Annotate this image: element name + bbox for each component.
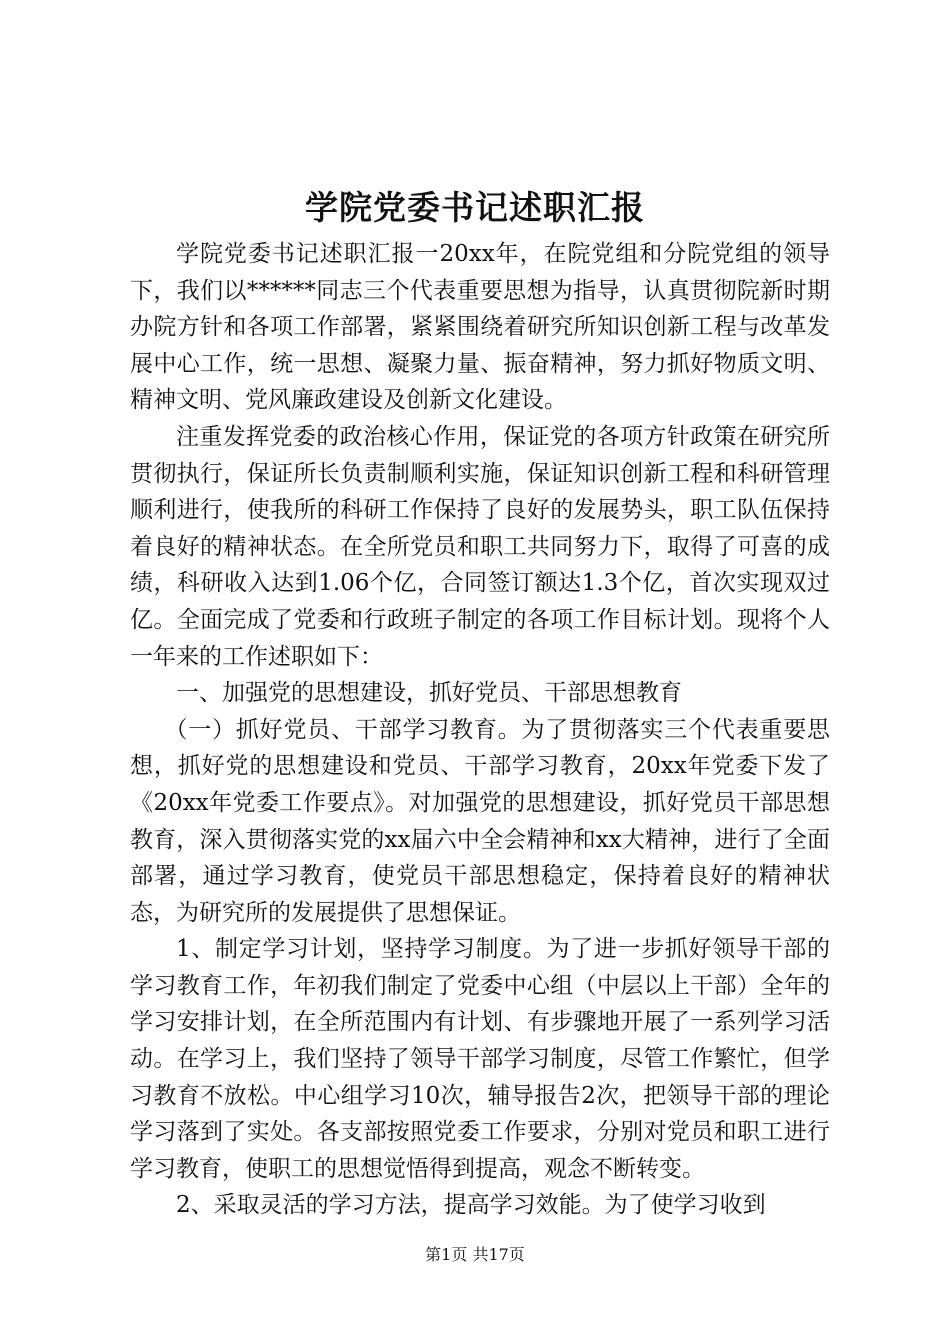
paragraph-party-role: 注重发挥党委的政治核心作用，保证党的各项方针政策在研究所贯彻执行，保证所长负责制顺利实施，保证知识创新工程和科研管理顺利进行，使我所的科研工作保持了良好的发展势头，职工队伍保持着良好的精神状态。在全所党员和职工共同努力下，取得了可喜的成绩，科研收入达到1.06个亿，合同签订额达1.3个亿，首次实现双过亿。全面完成了党委和行政班子制定的各项工作目标计划。现将个人一年来的工作述职如下： xyxy=(130,423,830,670)
subsection-heading-1: （一）抓好党员、干部学习教育。为了贯彻落实三个代表重要思想，抓好党的思想建设和党员、干部学习教育，20xx年党委下发了《20xx年党委工作要点》。对加强党的思想建设，抓好党员干部思想教育，深入贯彻落实党的xx届六中全会精神和xx大精神，进行了全面部署，通过学习教育，使党员干部思想稳定，保持着良好的精神状态，为研究所的发展提供了思想保证。 xyxy=(130,716,830,926)
section-heading-1: 一、加强党的思想建设，抓好党员、干部思想教育 xyxy=(176,680,682,707)
document-body xyxy=(130,236,830,1224)
document-title: 学院党委书记述职汇报 xyxy=(305,188,645,227)
page-footer: 第1页 共17页 xyxy=(425,1245,525,1264)
paragraph-study-method: 2、采取灵活的学习方法，提高学习效能。为了使学习收到 xyxy=(176,1192,766,1219)
paragraph-intro: 学院党委书记述职汇报一20xx年，在院党组和分院党组的领导下，我们以******同志三个代表重要思想为指导，认真贯彻院新时期办院方针和各项工作部署，紧紧围绕着研究所知识创新工程与改革发展中心工作，统一思想、凝聚力量、振奋精神，努力抓好物质文明、精神文明、党风廉政建设及创新文化建设。 xyxy=(130,241,830,414)
paragraph-study-plan: 1、制定学习计划，坚持学习制度。为了进一步抓好领导干部的学习教育工作，年初我们制定了党委中心组（中层以上干部）全年的学习安排计划，在全所范围内有计划、有步骤地开展了一系列学习活动。在学习上，我们坚持了领导干部学习制度，尽管工作繁忙，但学习教育不放松。中心组学习10次，辅导报告2次，把领导干部的理论学习落到了实处。各支部按照党委工作要求，分别对党员和职工进行学习教育，使职工的思想觉悟得到提高，观念不断转变。 xyxy=(130,936,830,1182)
